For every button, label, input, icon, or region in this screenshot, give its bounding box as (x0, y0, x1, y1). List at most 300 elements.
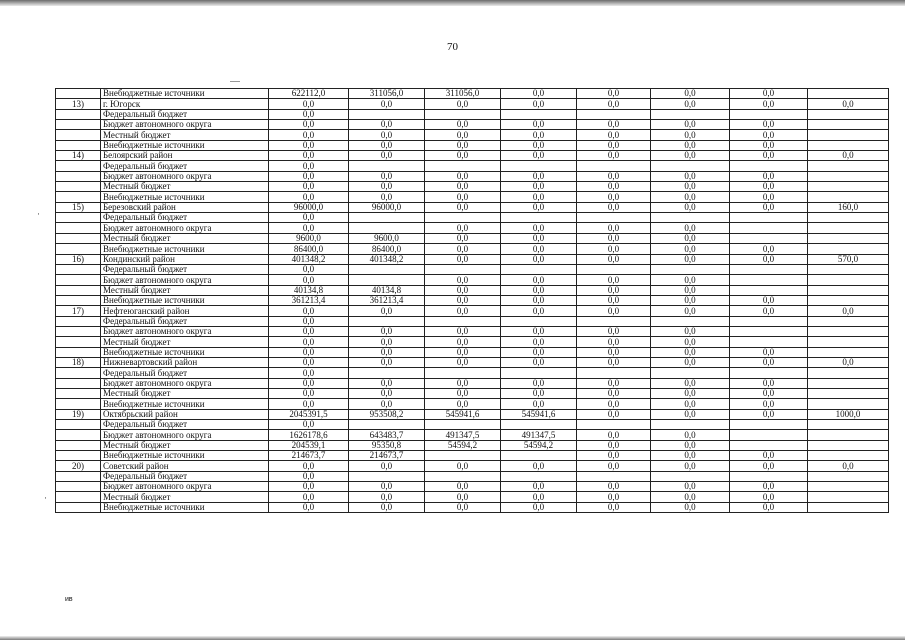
value-cell: 0,0 (577, 326, 651, 336)
row-label: Березовский район (101, 202, 269, 212)
value-cell: 0,0 (730, 357, 808, 367)
value-cell (808, 264, 889, 274)
value-cell: 0,0 (730, 306, 808, 316)
table-row (56, 130, 889, 140)
table-row (56, 285, 889, 295)
value-cell (425, 451, 501, 461)
row-number (56, 182, 101, 192)
value-cell (730, 430, 808, 440)
row-number (56, 285, 101, 295)
row-label: Бюджет автономного округа (101, 326, 269, 336)
value-cell: 361213,4 (269, 295, 349, 305)
scan-mark (230, 81, 240, 82)
value-cell (730, 161, 808, 171)
value-cell: 0,0 (651, 89, 730, 99)
value-cell: 0,0 (501, 461, 577, 471)
value-cell: 0,0 (651, 99, 730, 109)
value-cell: 0,0 (349, 492, 425, 502)
value-cell (808, 233, 889, 243)
value-cell (577, 368, 651, 378)
table-row (56, 378, 889, 388)
value-cell: 0,0 (501, 254, 577, 264)
value-cell (501, 109, 577, 119)
value-cell: 0,0 (730, 130, 808, 140)
row-number: 14) (56, 151, 101, 161)
table-row (56, 182, 889, 192)
value-cell (730, 275, 808, 285)
value-cell (501, 161, 577, 171)
value-cell (730, 368, 808, 378)
value-cell: 0,0 (501, 337, 577, 347)
value-cell: 0,0 (808, 461, 889, 471)
value-cell: 0,0 (501, 223, 577, 233)
value-cell: 0,0 (269, 109, 349, 119)
value-cell (425, 420, 501, 430)
value-cell: 0,0 (269, 420, 349, 430)
table-row (56, 120, 889, 130)
value-cell (730, 440, 808, 450)
value-cell (501, 264, 577, 274)
table-row (56, 109, 889, 119)
row-number (56, 399, 101, 409)
value-cell (577, 471, 651, 481)
row-number: 17) (56, 306, 101, 316)
value-cell: 0,0 (651, 120, 730, 130)
table-row (56, 337, 889, 347)
value-cell (501, 368, 577, 378)
value-cell: 0,0 (577, 378, 651, 388)
row-label: Федеральный бюджет (101, 264, 269, 274)
value-cell (808, 368, 889, 378)
value-cell: 0,0 (269, 471, 349, 481)
budget-table (55, 88, 889, 513)
table-row (56, 502, 889, 512)
row-number (56, 109, 101, 119)
value-cell (425, 161, 501, 171)
row-label: Внебюджетные источники (101, 140, 269, 150)
value-cell: 0,0 (730, 399, 808, 409)
value-cell: 0,0 (269, 213, 349, 223)
row-number (56, 130, 101, 140)
value-cell: 0,0 (349, 357, 425, 367)
value-cell: 0,0 (730, 451, 808, 461)
value-cell: 0,0 (577, 482, 651, 492)
row-number: 20) (56, 461, 101, 471)
value-cell: 0,0 (425, 388, 501, 398)
value-cell: 0,0 (651, 326, 730, 336)
value-cell: 0,0 (577, 306, 651, 316)
value-cell: 0,0 (808, 99, 889, 109)
row-label: Внебюджетные источники (101, 451, 269, 461)
value-cell: 0,0 (425, 130, 501, 140)
value-cell: 0,0 (577, 120, 651, 130)
value-cell: 204539,1 (269, 440, 349, 450)
value-cell: 2045391,5 (269, 409, 349, 419)
value-cell: 0,0 (651, 461, 730, 471)
value-cell: 0,0 (651, 492, 730, 502)
row-label: Местный бюджет (101, 182, 269, 192)
value-cell (349, 109, 425, 119)
value-cell: 401348,2 (349, 254, 425, 264)
row-number: 15) (56, 202, 101, 212)
value-cell: 0,0 (651, 295, 730, 305)
value-cell: 0,0 (577, 295, 651, 305)
value-cell: 0,0 (425, 482, 501, 492)
value-cell: 0,0 (501, 140, 577, 150)
value-cell: 0,0 (808, 357, 889, 367)
value-cell: 0,0 (269, 161, 349, 171)
value-cell: 0,0 (501, 399, 577, 409)
value-cell: 0,0 (349, 347, 425, 357)
value-cell (651, 213, 730, 223)
value-cell (730, 223, 808, 233)
row-label: Бюджет автономного округа (101, 120, 269, 130)
row-label: Федеральный бюджет (101, 161, 269, 171)
value-cell: 0,0 (577, 202, 651, 212)
value-cell (651, 161, 730, 171)
row-label: Бюджет автономного округа (101, 275, 269, 285)
row-number (56, 295, 101, 305)
value-cell: 54594,2 (501, 440, 577, 450)
row-label: Внебюджетные источники (101, 399, 269, 409)
value-cell: 0,0 (269, 130, 349, 140)
table-row (56, 223, 889, 233)
value-cell: 0,0 (577, 285, 651, 295)
value-cell: 311056,0 (425, 89, 501, 99)
value-cell: 0,0 (425, 326, 501, 336)
value-cell (730, 337, 808, 347)
value-cell: 0,0 (269, 275, 349, 285)
value-cell: 9600,0 (349, 233, 425, 243)
value-cell: 0,0 (577, 151, 651, 161)
value-cell: 0,0 (651, 347, 730, 357)
table-row (56, 202, 889, 212)
value-cell: 0,0 (651, 482, 730, 492)
value-cell: 0,0 (651, 502, 730, 512)
value-cell: 0,0 (577, 492, 651, 502)
value-cell (651, 109, 730, 119)
value-cell: 0,0 (577, 89, 651, 99)
table-row (56, 388, 889, 398)
value-cell: 0,0 (501, 202, 577, 212)
value-cell: 0,0 (269, 337, 349, 347)
value-cell: 0,0 (425, 151, 501, 161)
value-cell: 570,0 (808, 254, 889, 264)
value-cell: 0,0 (425, 202, 501, 212)
value-cell: 0,0 (425, 223, 501, 233)
value-cell: 0,0 (730, 378, 808, 388)
footer-mark: ив (65, 596, 73, 603)
value-cell: 0,0 (269, 502, 349, 512)
value-cell: 0,0 (349, 482, 425, 492)
value-cell (425, 213, 501, 223)
value-cell: 0,0 (501, 244, 577, 254)
row-label: Внебюджетные источники (101, 244, 269, 254)
row-label: Внебюджетные источники (101, 347, 269, 357)
row-number: 16) (56, 254, 101, 264)
value-cell (730, 109, 808, 119)
value-cell: 0,0 (269, 368, 349, 378)
value-cell (577, 316, 651, 326)
value-cell: 86400,0 (349, 244, 425, 254)
value-cell (808, 451, 889, 461)
value-cell: 545941,6 (501, 409, 577, 419)
value-cell (349, 213, 425, 223)
table-row (56, 347, 889, 357)
row-label: Федеральный бюджет (101, 109, 269, 119)
row-number (56, 420, 101, 430)
value-cell (808, 130, 889, 140)
value-cell: 0,0 (730, 192, 808, 202)
row-number (56, 89, 101, 99)
value-cell: 0,0 (730, 295, 808, 305)
row-number (56, 244, 101, 254)
value-cell (808, 295, 889, 305)
row-number (56, 430, 101, 440)
value-cell: 0,0 (577, 337, 651, 347)
value-cell: 0,0 (349, 99, 425, 109)
value-cell (808, 378, 889, 388)
value-cell: 0,0 (730, 151, 808, 161)
value-cell: 0,0 (269, 120, 349, 130)
row-number: 13) (56, 99, 101, 109)
value-cell (808, 482, 889, 492)
value-cell (730, 213, 808, 223)
value-cell (577, 109, 651, 119)
value-cell: 0,0 (577, 182, 651, 192)
value-cell: 0,0 (269, 378, 349, 388)
table-row (56, 99, 889, 109)
value-cell: 0,0 (269, 388, 349, 398)
value-cell (808, 213, 889, 223)
value-cell: 0,0 (577, 347, 651, 357)
value-cell: 0,0 (425, 347, 501, 357)
value-cell: 0,0 (730, 254, 808, 264)
table-row (56, 275, 889, 285)
value-cell: 0,0 (269, 99, 349, 109)
value-cell (808, 192, 889, 202)
value-cell: 0,0 (651, 451, 730, 461)
row-label: Бюджет автономного округа (101, 171, 269, 181)
value-cell (349, 420, 425, 430)
value-cell: 0,0 (651, 378, 730, 388)
row-number (56, 140, 101, 150)
value-cell (808, 275, 889, 285)
value-cell: 401348,2 (269, 254, 349, 264)
row-number (56, 502, 101, 512)
table-row (56, 399, 889, 409)
row-number: 18) (56, 357, 101, 367)
value-cell: 0,0 (651, 130, 730, 140)
row-label: Нефтеюганский район (101, 306, 269, 316)
value-cell: 0,0 (349, 378, 425, 388)
table-row (56, 171, 889, 181)
row-number (56, 337, 101, 347)
row-label: Федеральный бюджет (101, 420, 269, 430)
table-row (56, 368, 889, 378)
value-cell (730, 420, 808, 430)
table-row (56, 264, 889, 274)
value-cell: 0,0 (349, 399, 425, 409)
value-cell: 0,0 (501, 378, 577, 388)
value-cell: 0,0 (501, 275, 577, 285)
row-label: Бюджет автономного округа (101, 482, 269, 492)
value-cell: 622112,0 (269, 89, 349, 99)
value-cell (808, 182, 889, 192)
value-cell: 0,0 (425, 171, 501, 181)
value-cell (730, 471, 808, 481)
table-row (56, 482, 889, 492)
table-row (56, 357, 889, 367)
value-cell: 0,0 (269, 140, 349, 150)
value-cell: 9600,0 (269, 233, 349, 243)
value-cell (501, 471, 577, 481)
row-number (56, 388, 101, 398)
value-cell: 0,0 (501, 357, 577, 367)
value-cell: 0,0 (501, 151, 577, 161)
value-cell: 0,0 (808, 151, 889, 161)
row-number (56, 233, 101, 243)
value-cell: 0,0 (651, 254, 730, 264)
value-cell: 86400,0 (269, 244, 349, 254)
row-number (56, 482, 101, 492)
value-cell (651, 420, 730, 430)
table-row (56, 140, 889, 150)
value-cell: 0,0 (425, 378, 501, 388)
row-number (56, 120, 101, 130)
value-cell: 0,0 (730, 347, 808, 357)
value-cell: 0,0 (425, 182, 501, 192)
value-cell: 0,0 (730, 461, 808, 471)
value-cell (651, 316, 730, 326)
value-cell: 0,0 (730, 244, 808, 254)
value-cell: 311056,0 (349, 89, 425, 99)
value-cell: 0,0 (651, 151, 730, 161)
row-label: Местный бюджет (101, 388, 269, 398)
value-cell (651, 368, 730, 378)
value-cell: 0,0 (425, 492, 501, 502)
value-cell: 0,0 (501, 192, 577, 202)
value-cell (808, 430, 889, 440)
value-cell: 0,0 (651, 388, 730, 398)
value-cell: 0,0 (349, 130, 425, 140)
table-row (56, 244, 889, 254)
value-cell (808, 171, 889, 181)
value-cell: 0,0 (349, 192, 425, 202)
value-cell (349, 471, 425, 481)
value-cell: 0,0 (425, 99, 501, 109)
value-cell (577, 213, 651, 223)
row-number (56, 316, 101, 326)
value-cell: 0,0 (269, 482, 349, 492)
value-cell: 0,0 (425, 337, 501, 347)
value-cell: 0,0 (651, 182, 730, 192)
value-cell: 0,0 (651, 430, 730, 440)
value-cell: 96000,0 (269, 202, 349, 212)
value-cell: 214673,7 (269, 451, 349, 461)
value-cell: 0,0 (425, 120, 501, 130)
value-cell: 0,0 (577, 451, 651, 461)
row-number (56, 275, 101, 285)
value-cell (651, 264, 730, 274)
value-cell: 0,0 (269, 264, 349, 274)
value-cell: 0,0 (269, 461, 349, 471)
value-cell: 0,0 (269, 171, 349, 181)
value-cell (501, 213, 577, 223)
row-label: Местный бюджет (101, 492, 269, 502)
value-cell (730, 285, 808, 295)
scan-bottom-edge (0, 636, 905, 640)
value-cell (577, 420, 651, 430)
value-cell (808, 420, 889, 430)
value-cell: 0,0 (577, 275, 651, 285)
value-cell: 545941,6 (425, 409, 501, 419)
row-label: Местный бюджет (101, 285, 269, 295)
value-cell: 0,0 (577, 461, 651, 471)
value-cell: 0,0 (501, 99, 577, 109)
value-cell (808, 120, 889, 130)
value-cell: 0,0 (577, 357, 651, 367)
table-row (56, 451, 889, 461)
value-cell: 0,0 (577, 130, 651, 140)
value-cell: 0,0 (269, 306, 349, 316)
value-cell: 0,0 (730, 171, 808, 181)
value-cell (425, 264, 501, 274)
row-number (56, 347, 101, 357)
value-cell: 0,0 (501, 233, 577, 243)
value-cell: 0,0 (577, 388, 651, 398)
row-label: Советский район (101, 461, 269, 471)
value-cell: 0,0 (269, 357, 349, 367)
value-cell: 0,0 (425, 244, 501, 254)
table-row (56, 316, 889, 326)
value-cell (349, 316, 425, 326)
row-label: Местный бюджет (101, 440, 269, 450)
value-cell: 0,0 (808, 306, 889, 316)
value-cell (577, 161, 651, 171)
table-row (56, 461, 889, 471)
row-label: г. Югорск (101, 99, 269, 109)
row-label: Октябрьский район (101, 409, 269, 419)
page-number: 70 (447, 41, 458, 53)
value-cell: 0,0 (349, 306, 425, 316)
value-cell (501, 420, 577, 430)
value-cell: 0,0 (501, 89, 577, 99)
scan-top-edge (0, 0, 905, 6)
value-cell (730, 264, 808, 274)
value-cell: 0,0 (730, 409, 808, 419)
value-cell: 0,0 (651, 275, 730, 285)
value-cell (808, 316, 889, 326)
value-cell: 0,0 (651, 409, 730, 419)
value-cell: 0,0 (651, 399, 730, 409)
value-cell: 0,0 (425, 502, 501, 512)
value-cell: 0,0 (577, 192, 651, 202)
value-cell (730, 316, 808, 326)
value-cell (808, 244, 889, 254)
value-cell: 0,0 (269, 182, 349, 192)
table-row (56, 326, 889, 336)
value-cell: 0,0 (577, 409, 651, 419)
value-cell (501, 451, 577, 461)
value-cell: 0,0 (651, 306, 730, 316)
row-number (56, 451, 101, 461)
value-cell (349, 368, 425, 378)
value-cell: 0,0 (651, 244, 730, 254)
value-cell (808, 440, 889, 450)
value-cell: 0,0 (651, 223, 730, 233)
value-cell (349, 264, 425, 274)
